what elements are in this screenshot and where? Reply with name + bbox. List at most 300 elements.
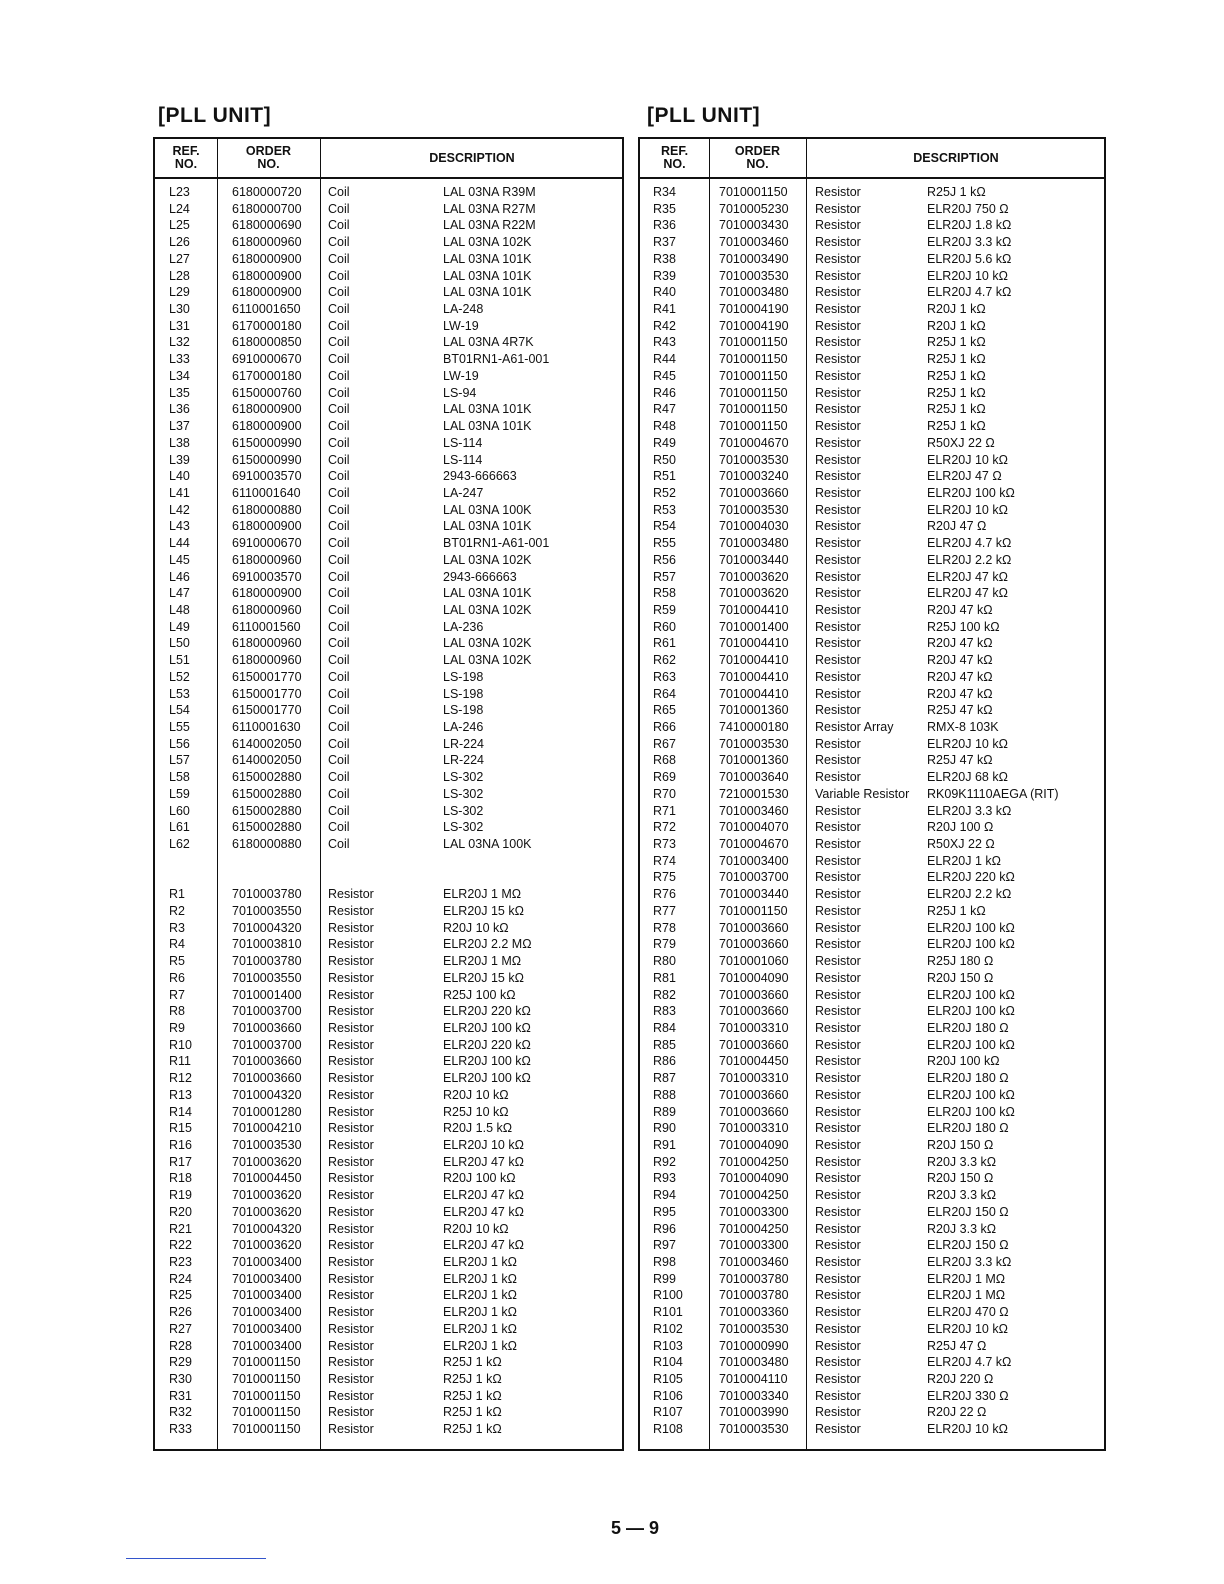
part-spec: ELR20J 1 kΩ <box>443 1255 517 1269</box>
ref-no: R53 <box>653 502 676 517</box>
part-spec: R25J 1 kΩ <box>927 335 986 350</box>
description-header: DESCRIPTION <box>913 150 999 165</box>
part-spec: R50XJ 22 Ω <box>927 837 995 852</box>
part-spec: ELR20J 1 kΩ <box>927 853 1001 868</box>
part-spec: R25J 1 kΩ <box>927 185 986 199</box>
part-spec: ELR20J 47 kΩ <box>927 569 1008 584</box>
ref-no: L50 <box>169 636 190 651</box>
part-spec: R20J 10 kΩ <box>443 1087 509 1102</box>
part-type: Coil <box>328 185 350 199</box>
part-type: Resistor <box>328 1388 374 1403</box>
ref-no: R45 <box>653 368 676 383</box>
part-type: Resistor <box>328 1037 374 1052</box>
part-type: Resistor <box>815 970 861 985</box>
part-spec: R20J 3.3 kΩ <box>927 1221 997 1236</box>
order-no: 7010003780 <box>232 887 302 902</box>
table-row <box>640 234 1104 251</box>
order-no: 7010000990 <box>719 1338 789 1353</box>
table-row <box>640 468 1104 485</box>
order-no: 7010003400 <box>232 1288 302 1303</box>
table-row <box>640 719 1104 736</box>
order-no: 7010004410 <box>719 636 789 651</box>
part-spec: ELR20J 15 kΩ <box>443 970 524 985</box>
part-type: Resistor Array <box>815 720 894 734</box>
ref-no: L46 <box>169 569 190 584</box>
part-spec: LAL 03NA 102K <box>443 235 532 250</box>
order-no: 7010003780 <box>719 1271 789 1286</box>
part-type: Coil <box>328 703 350 718</box>
table-row <box>640 1388 1104 1405</box>
part-spec: LAL 03NA R39M <box>443 185 536 199</box>
part-spec: R20J 47 kΩ <box>927 669 993 684</box>
order-no: 7010003780 <box>232 954 302 969</box>
table-row <box>155 702 622 719</box>
ref-no: R73 <box>653 837 676 852</box>
table-row <box>155 1388 622 1405</box>
part-type: Resistor <box>328 1020 374 1035</box>
part-spec: R20J 150 Ω <box>927 1171 994 1186</box>
ref-no: L39 <box>169 452 190 467</box>
part-spec: ELR20J 10 kΩ <box>927 1422 1008 1437</box>
table-row <box>640 502 1104 519</box>
ref-no: L30 <box>169 302 190 317</box>
ref-no: R80 <box>653 954 676 969</box>
ref-no: R10 <box>169 1037 192 1052</box>
part-type: Resistor <box>815 552 861 567</box>
order-no: 7210001530 <box>719 786 789 801</box>
table-row <box>155 318 622 335</box>
part-type: Coil <box>328 268 350 283</box>
part-spec: R25J 1 kΩ <box>443 1355 502 1370</box>
ref-no: R13 <box>169 1087 192 1102</box>
order-no: 7010004250 <box>719 1188 789 1203</box>
part-type: Coil <box>328 770 350 785</box>
ref-no: R77 <box>653 903 676 918</box>
part-spec: ELR20J 1 MΩ <box>443 954 522 969</box>
part-type: Coil <box>328 619 350 634</box>
order-no: 7010003810 <box>232 937 302 952</box>
part-spec: 2943-666663 <box>443 469 517 484</box>
page-number: 5 — 9 <box>610 1518 660 1538</box>
order-no: 7010001150 <box>232 1355 301 1370</box>
order-no: 7010003300 <box>719 1238 789 1253</box>
order-no: 7010003700 <box>232 1004 302 1019</box>
table-row <box>155 1187 622 1204</box>
part-spec: LS-198 <box>443 669 484 684</box>
part-type: Resistor <box>328 954 374 969</box>
table-row <box>155 635 622 652</box>
part-spec: LS-302 <box>443 820 484 835</box>
order-no: 7010004410 <box>719 602 789 617</box>
table-row <box>155 1254 622 1271</box>
part-type: Coil <box>328 602 350 617</box>
part-spec: R20J 47 kΩ <box>927 602 993 617</box>
table-row <box>640 1170 1104 1187</box>
part-type: Resistor <box>815 1137 861 1152</box>
ref-no: R17 <box>169 1154 192 1169</box>
table-row <box>155 217 622 234</box>
part-spec: ELR20J 1 MΩ <box>443 887 522 902</box>
part-spec: R25J 180 Ω <box>927 954 994 969</box>
table-row <box>155 786 622 803</box>
part-spec: BT01RN1-A61-001 <box>443 536 550 551</box>
ref-no: L27 <box>169 251 190 266</box>
table-row <box>155 502 622 519</box>
ref-no: R67 <box>653 736 676 751</box>
order-no: 7010001150 <box>232 1388 301 1403</box>
part-spec: R20J 47 Ω <box>927 519 987 534</box>
part-spec: LS-302 <box>443 770 484 785</box>
order-no: 7010003660 <box>719 920 789 935</box>
order-no: 7010003620 <box>232 1204 302 1219</box>
part-type: Resistor <box>815 536 861 551</box>
order-no: 7010003480 <box>719 1355 789 1370</box>
part-type: Coil <box>328 552 350 567</box>
table-row <box>155 385 622 402</box>
part-type: Resistor <box>815 1338 861 1353</box>
order-no: 7010004250 <box>719 1154 789 1169</box>
table-row <box>640 1020 1104 1037</box>
order-no: 7010001150 <box>719 385 788 400</box>
ref-no: L34 <box>169 368 190 383</box>
order-no: 6150002880 <box>232 803 302 818</box>
part-spec: ELR20J 10 kΩ <box>927 502 1008 517</box>
table-row <box>640 1271 1104 1288</box>
ref-no: L58 <box>169 770 190 785</box>
part-type: Coil <box>328 368 350 383</box>
order-no-header: ORDER NO. <box>245 144 292 171</box>
part-type: Resistor <box>815 185 861 199</box>
order-no: 6150000760 <box>232 385 302 400</box>
part-spec: R20J 100 kΩ <box>443 1171 516 1186</box>
order-no: 7010003340 <box>719 1388 789 1403</box>
part-type: Resistor <box>815 937 861 952</box>
part-spec: ELR20J 4.7 kΩ <box>927 1355 1012 1370</box>
part-type: Coil <box>328 669 350 684</box>
part-spec: ELR20J 100 kΩ <box>443 1071 531 1086</box>
ref-no-header: REF. NO. <box>660 144 689 171</box>
ref-no: R28 <box>169 1338 192 1353</box>
part-spec: R25J 1 kΩ <box>443 1422 502 1437</box>
part-type: Resistor <box>328 970 374 985</box>
part-type: Coil <box>328 485 350 500</box>
order-no: 7010001150 <box>232 1372 301 1387</box>
table-row <box>640 435 1104 452</box>
table-row <box>640 769 1104 786</box>
ref-no: R35 <box>653 201 676 216</box>
ref-no: L57 <box>169 753 190 768</box>
table-row <box>640 1187 1104 1204</box>
part-type: Resistor <box>328 1321 374 1336</box>
order-no: 7010003660 <box>719 485 789 500</box>
ref-no: L54 <box>169 703 190 718</box>
table-row <box>155 1304 622 1321</box>
part-spec: LAL 03NA 102K <box>443 602 532 617</box>
part-spec: ELR20J 100 kΩ <box>927 1087 1015 1102</box>
part-spec: LS-302 <box>443 786 484 801</box>
part-spec: ELR20J 4.7 kΩ <box>927 536 1012 551</box>
part-spec: LAL 03NA 101K <box>443 251 532 266</box>
table-row <box>640 953 1104 970</box>
ref-no: R51 <box>653 469 676 484</box>
order-no: 7010003400 <box>232 1255 302 1269</box>
table-row <box>640 869 1104 886</box>
table-row <box>640 752 1104 769</box>
part-spec: LS-114 <box>443 435 483 450</box>
part-spec: R20J 47 kΩ <box>927 636 993 651</box>
order-no: 6910000670 <box>232 536 302 551</box>
table-row <box>640 936 1104 953</box>
part-type: Coil <box>328 385 350 400</box>
order-no: 7010004670 <box>719 837 789 852</box>
part-spec: LAL 03NA 100K <box>443 837 532 852</box>
part-spec: ELR20J 1 kΩ <box>443 1321 517 1336</box>
order-no: 6170000180 <box>232 368 302 383</box>
ref-no: R2 <box>169 903 185 918</box>
ref-no: L37 <box>169 419 190 434</box>
order-no: 7010003440 <box>719 887 789 902</box>
part-type: Coil <box>328 235 350 250</box>
table-row <box>640 970 1104 987</box>
part-spec: ELR20J 100 kΩ <box>927 920 1015 935</box>
part-spec: ELR20J 100 kΩ <box>927 1037 1015 1052</box>
order-no: 7010003360 <box>719 1305 789 1320</box>
table-row <box>640 1154 1104 1171</box>
part-spec: ELR20J 150 Ω <box>927 1238 1009 1253</box>
order-no: 6180000960 <box>232 653 302 668</box>
part-type: Resistor <box>328 1054 374 1069</box>
part-spec: R20J 10 kΩ <box>443 1221 509 1236</box>
part-type: Resistor <box>815 1087 861 1102</box>
order-no: 7010003620 <box>719 586 789 601</box>
part-spec: LAL 03NA 101K <box>443 268 532 283</box>
order-no: 7010003780 <box>719 1288 789 1303</box>
table-row <box>640 920 1104 937</box>
ref-no: R66 <box>653 720 676 734</box>
order-no: 6180000900 <box>232 519 302 534</box>
part-type: Resistor <box>815 235 861 250</box>
ref-no: R4 <box>169 937 185 952</box>
part-spec: R20J 1 kΩ <box>927 302 986 317</box>
part-type: Resistor <box>815 1388 861 1403</box>
part-type: Resistor <box>328 1154 374 1169</box>
part-spec: ELR20J 220 kΩ <box>443 1037 531 1052</box>
table-row <box>155 1170 622 1187</box>
order-no: 7010004250 <box>719 1221 789 1236</box>
part-type: Resistor <box>328 1372 374 1387</box>
part-spec: ELR20J 1 kΩ <box>443 1305 517 1320</box>
ref-no: L29 <box>169 285 190 300</box>
part-type: Resistor <box>328 1171 374 1186</box>
part-type: Resistor <box>815 636 861 651</box>
order-no: 7010003660 <box>719 987 789 1002</box>
ref-no: R9 <box>169 1020 185 1035</box>
part-spec: ELR20J 100 kΩ <box>443 1054 531 1069</box>
ref-no: R7 <box>169 987 185 1002</box>
part-spec: R20J 150 Ω <box>927 1137 994 1152</box>
ref-no: L44 <box>169 536 190 551</box>
table-row <box>155 1237 622 1254</box>
part-spec: LAL 03NA R27M <box>443 201 536 216</box>
order-no: 7010004410 <box>719 653 789 668</box>
ref-no: R44 <box>653 352 676 367</box>
ref-no: R30 <box>169 1372 192 1387</box>
table-row <box>155 953 622 970</box>
order-no: 6140002050 <box>232 736 302 751</box>
order-no: 7010001150 <box>232 1422 301 1437</box>
ref-no: R16 <box>169 1137 192 1152</box>
order-no: 6180000880 <box>232 837 302 852</box>
ref-no: R11 <box>169 1054 192 1069</box>
order-no: 7010003460 <box>719 803 789 818</box>
part-spec: R25J 1 kΩ <box>927 903 986 918</box>
table-row <box>640 635 1104 652</box>
ref-no: R55 <box>653 536 676 551</box>
order-no: 6180000960 <box>232 602 302 617</box>
table-row <box>640 1321 1104 1338</box>
order-no: 7010003620 <box>719 569 789 584</box>
part-spec: LAL 03NA R22M <box>443 218 536 233</box>
part-spec: ELR20J 10 kΩ <box>927 736 1008 751</box>
table-row <box>155 268 622 285</box>
part-type: Coil <box>328 352 350 367</box>
table-row <box>155 1154 622 1171</box>
table-row <box>155 1371 622 1388</box>
part-type: Resistor <box>815 1305 861 1320</box>
ref-no: R56 <box>653 552 676 567</box>
table-row <box>640 535 1104 552</box>
order-no: 6150002880 <box>232 820 302 835</box>
order-no: 7010004670 <box>719 435 789 450</box>
part-spec: R25J 47 kΩ <box>927 703 993 718</box>
part-type: Resistor <box>815 686 861 701</box>
table-row <box>155 1221 622 1238</box>
ref-no: R63 <box>653 669 676 684</box>
table-row <box>640 401 1104 418</box>
order-no: 7010005230 <box>719 201 789 216</box>
part-spec: ELR20J 1 kΩ <box>443 1271 517 1286</box>
table-row <box>640 1354 1104 1371</box>
part-type: Coil <box>328 569 350 584</box>
table-row <box>155 803 622 820</box>
ref-no: R5 <box>169 954 185 969</box>
ref-no: R31 <box>169 1388 192 1403</box>
part-type: Resistor <box>815 1037 861 1052</box>
part-spec: ELR20J 4.7 kΩ <box>927 285 1012 300</box>
order-no: 7010004320 <box>232 920 302 935</box>
part-type: Resistor <box>328 1188 374 1203</box>
ref-no: R90 <box>653 1121 676 1136</box>
order-no: 7010001150 <box>719 903 788 918</box>
ref-no: L42 <box>169 502 190 517</box>
part-spec: LAL 03NA 101K <box>443 419 532 434</box>
order-no: 6180000700 <box>232 201 302 216</box>
table-row <box>640 886 1104 903</box>
ref-no: L28 <box>169 268 190 283</box>
order-no: 6910003570 <box>232 469 302 484</box>
ref-no: L53 <box>169 686 190 701</box>
ref-no: L56 <box>169 736 190 751</box>
part-spec: ELR20J 150 Ω <box>927 1204 1009 1219</box>
part-type: Resistor <box>815 1188 861 1203</box>
ref-no: R81 <box>653 970 676 985</box>
table-row <box>640 686 1104 703</box>
ref-no: R108 <box>653 1422 683 1437</box>
part-spec: ELR20J 47 Ω <box>927 469 1002 484</box>
table-row <box>640 184 1104 201</box>
order-no: 6180000900 <box>232 419 302 434</box>
table-row <box>155 886 622 903</box>
part-spec: R20J 3.3 kΩ <box>927 1154 997 1169</box>
part-spec: RK09K1110AEGA (RIT) <box>927 786 1059 801</box>
part-spec: ELR20J 10 kΩ <box>927 452 1008 467</box>
part-type: Resistor <box>815 452 861 467</box>
part-type: Coil <box>328 502 350 517</box>
order-no: 6150000990 <box>232 435 302 450</box>
part-spec: R25J 1 kΩ <box>927 402 986 417</box>
part-spec: R20J 100 Ω <box>927 820 994 835</box>
part-spec: ELR20J 3.3 kΩ <box>927 803 1012 818</box>
part-type: Coil <box>328 653 350 668</box>
part-type: Resistor <box>815 201 861 216</box>
part-spec: R25J 47 Ω <box>927 1338 987 1353</box>
part-type: Coil <box>328 519 350 534</box>
part-spec: ELR20J 100 kΩ <box>927 987 1015 1002</box>
order-no: 7010003660 <box>719 1037 789 1052</box>
ref-no: R52 <box>653 485 676 500</box>
order-no: 6910000670 <box>232 352 302 367</box>
part-type: Resistor <box>815 335 861 350</box>
table-row <box>640 284 1104 301</box>
order-no: 7010004090 <box>719 1171 789 1186</box>
order-no: 7010003660 <box>719 1004 789 1019</box>
part-spec: R25J 1 kΩ <box>443 1372 502 1387</box>
table-row <box>155 368 622 385</box>
part-type: Resistor <box>815 268 861 283</box>
order-no: 7010004210 <box>232 1121 302 1136</box>
table-row <box>155 602 622 619</box>
order-no: 7010003460 <box>719 235 789 250</box>
table-row <box>155 1053 622 1070</box>
ref-no: R3 <box>169 920 185 935</box>
part-type: Resistor <box>328 1004 374 1019</box>
table-row <box>640 1338 1104 1355</box>
ref-no: R96 <box>653 1221 676 1236</box>
table-row <box>155 1354 622 1371</box>
table-row <box>640 351 1104 368</box>
order-no: 7010004190 <box>719 318 789 333</box>
table-row <box>640 1421 1104 1438</box>
part-type: Resistor <box>815 251 861 266</box>
part-type: Resistor <box>815 586 861 601</box>
ref-no: R34 <box>653 185 676 199</box>
table-row <box>155 987 622 1004</box>
part-type: Resistor <box>328 1087 374 1102</box>
part-spec: R20J 22 Ω <box>927 1405 987 1420</box>
order-no-header: ORDER NO. <box>734 144 781 171</box>
part-type: Resistor <box>328 920 374 935</box>
ref-no: R36 <box>653 218 676 233</box>
part-type: Coil <box>328 586 350 601</box>
table-row <box>640 1003 1104 1020</box>
part-spec: LW-19 <box>443 318 479 333</box>
order-no: 7010004090 <box>719 1137 789 1152</box>
part-type: Coil <box>328 803 350 818</box>
part-spec: R25J 1 kΩ <box>927 352 986 367</box>
part-spec: LR-224 <box>443 736 484 751</box>
ref-no: R68 <box>653 753 676 768</box>
order-no: 6150002880 <box>232 770 302 785</box>
